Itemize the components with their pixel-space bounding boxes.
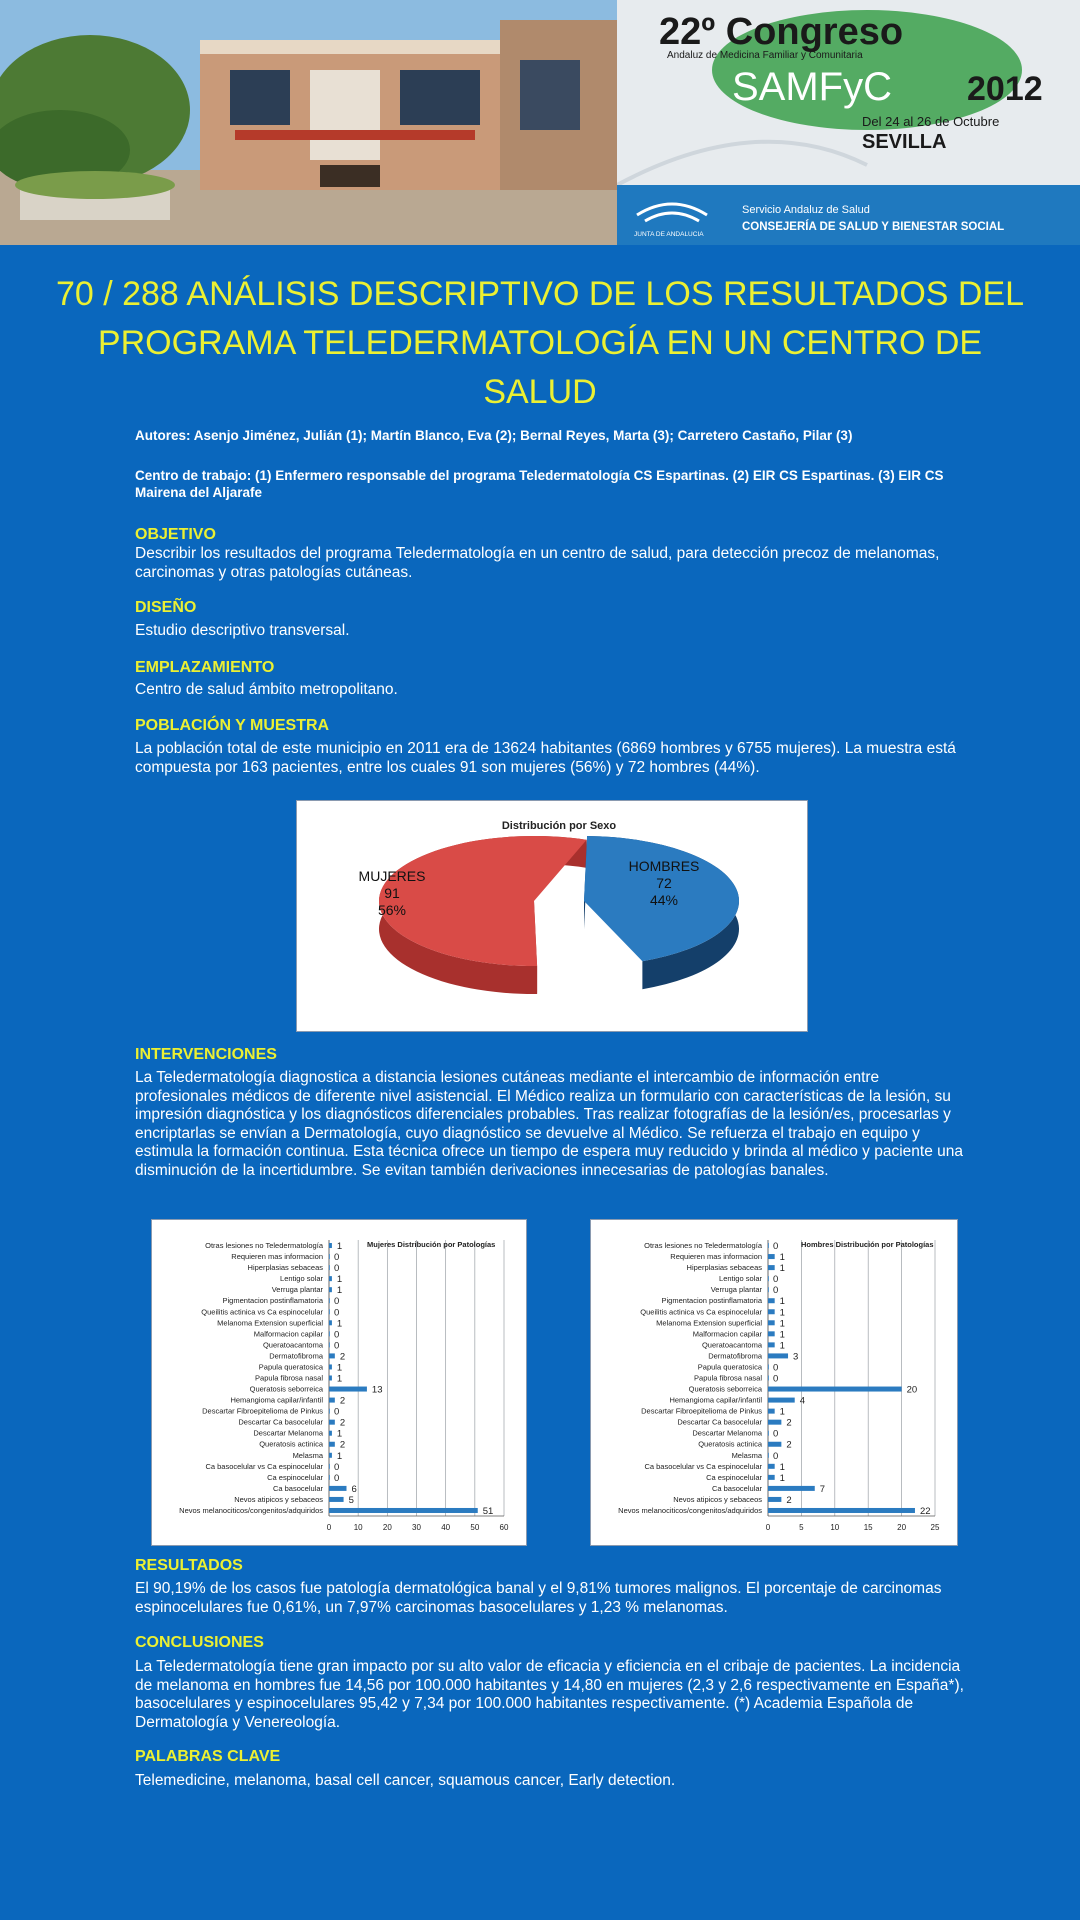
bar-value-label: 1 xyxy=(336,1285,343,1297)
bar-value-label: 1 xyxy=(779,1263,785,1275)
category-label: Lentigo solar xyxy=(719,1274,762,1284)
bar xyxy=(768,1342,775,1347)
congress-subtitle: Andaluz de Medicina Familiar y Comunitaria xyxy=(667,50,863,61)
category-label: Requieren mas informacion xyxy=(231,1252,323,1262)
x-tick-label: 20 xyxy=(897,1523,907,1532)
bar-value-label: 0 xyxy=(334,1329,340,1341)
bar xyxy=(329,1364,332,1369)
bar xyxy=(768,1453,769,1458)
women-bar-svg xyxy=(152,1220,526,1545)
resultados-body: El 90,19% de los casos fue patología dermatológica banal y el 9,81% tumores malignos. El porcentaje de carcinomas espinocelulares fue 0,61%, un 7,97% carcinomas basocelulares y 1,23 % melanomas. xyxy=(135,1580,942,1616)
pie-value-hombres: 72 xyxy=(656,875,672,891)
category-label: Descartar Ca basocelular xyxy=(238,1417,323,1427)
category-label: Melasma xyxy=(731,1450,762,1460)
category-label: Nevos atipicos y sebaceos xyxy=(673,1494,762,1504)
emplazamiento-heading: EMPLAZAMIENTO xyxy=(135,659,275,676)
pie-chart-svg xyxy=(297,801,807,1031)
bar-value-label: 13 xyxy=(371,1384,383,1396)
poster-header xyxy=(0,0,1080,245)
bar xyxy=(329,1265,330,1270)
pie-label-mujeres: MUJERES xyxy=(358,868,426,884)
bar-value-label: 0 xyxy=(334,1472,340,1484)
category-label: Papula fibrosa nasal xyxy=(255,1373,323,1383)
category-label: Queilitis actinica vs Ca espinocelular xyxy=(201,1307,323,1317)
category-label: Ca basocelular vs Ca espinocelular xyxy=(205,1461,323,1471)
bar xyxy=(329,1276,332,1281)
bar xyxy=(768,1387,902,1392)
category-label: Hiperplasias sebaceas xyxy=(686,1263,762,1273)
intervenciones-body: La Teledermatología diagnostica a distancia lesiones cutáneas mediante el intercambio de información entre profesionales médicos de diferente nivel asistencial. El Médico realiza un formulario con características de la lesión, su impresión diagnóstica y los diagnósticos diferenciales probables. Tras realizar fotografías de la lesión/es, procesarlas y encriptarlas se envían a Dermatología, cuyo diagnóstico se devuelve al Médico. Se refuerza el trabajo en equipo y estimula la formación continua. Esta técnica ofrece un tiempo de espera muy reducido y brinda al médico y paciente una disminución de la incertidumbre. Se evitan también derivaciones innecesarias de patologías banales. xyxy=(135,1069,963,1179)
category-label: Queratosis seborreica xyxy=(249,1384,323,1394)
bar xyxy=(768,1486,815,1491)
bar-value-label: 1 xyxy=(779,1340,785,1352)
x-tick-label: 30 xyxy=(412,1523,421,1532)
bar xyxy=(329,1298,330,1303)
category-label: Queratoacantoma xyxy=(262,1340,323,1350)
bar xyxy=(329,1475,330,1480)
bar xyxy=(768,1353,788,1358)
category-label: Ca espinocelular xyxy=(267,1472,323,1482)
congress-year: 2012 xyxy=(967,70,1043,108)
category-label: Pigmentacion postinflamatoria xyxy=(661,1296,762,1306)
palabras-heading: PALABRAS CLAVE xyxy=(135,1748,281,1765)
emplazamiento-body: Centro de salud ámbito metropolitano. xyxy=(135,681,398,698)
x-tick-label: 10 xyxy=(353,1523,363,1532)
bar xyxy=(768,1475,775,1480)
bar xyxy=(768,1442,781,1447)
bar-value-label: 1 xyxy=(779,1296,785,1308)
category-label: Papula queratosica xyxy=(697,1362,762,1372)
bar-value-label: 0 xyxy=(334,1461,340,1473)
bar-value-label: 0 xyxy=(773,1450,779,1462)
bar-value-label: 0 xyxy=(334,1340,340,1352)
bar xyxy=(329,1353,335,1358)
category-label: Papula queratosica xyxy=(258,1362,323,1372)
bar-value-label: 22 xyxy=(919,1505,931,1517)
bar xyxy=(329,1420,335,1425)
category-label: Melanoma Extension superficial xyxy=(656,1318,762,1328)
category-label: Malformacion capilar xyxy=(253,1329,323,1339)
category-label: Pigmentacion postinflamatoria xyxy=(222,1296,323,1306)
building-image xyxy=(0,0,617,245)
bar-value-label: 2 xyxy=(339,1351,346,1363)
bar-value-label: 1 xyxy=(336,1318,343,1330)
bar xyxy=(768,1431,769,1436)
objetivo-heading: OBJETIVO xyxy=(135,526,216,543)
category-label: Nevos melanociticos/congenitos/adquiridos xyxy=(179,1505,323,1515)
category-label: Ca basocelular xyxy=(272,1483,323,1493)
bar-value-label: 1 xyxy=(779,1461,785,1473)
conclusiones-heading: CONCLUSIONES xyxy=(135,1634,264,1651)
congress-title: 22º Congreso xyxy=(659,11,904,53)
x-tick-label: 20 xyxy=(382,1523,392,1532)
bar-value-label: 0 xyxy=(334,1406,340,1418)
category-label: Descartar Fibroepitelioma de Pinkus xyxy=(641,1406,762,1416)
pie-title: Distribución por Sexo xyxy=(501,820,617,832)
bar-value-label: 6 xyxy=(351,1483,357,1495)
x-tick-label: 0 xyxy=(326,1523,332,1532)
health-center-photo xyxy=(0,0,617,245)
bar xyxy=(329,1398,335,1403)
x-tick-label: 5 xyxy=(799,1523,804,1532)
objetivo-body: Describir los resultados del programa Teledermatología en un centro de salud, para detección precoz de melanomas, carcinomas y otras patologías cutáneas. xyxy=(135,545,940,581)
poster-title: 70 / 288 ANÁLISIS DESCRIPTIVO DE LOS RESULTADOS DEL PROGRAMA TELEDERMATOLOGÍA EN UN CENTRO DE SALUD xyxy=(55,275,1025,411)
category-label: Hiperplasias sebaceas xyxy=(247,1263,323,1273)
bar-value-label: 5 xyxy=(348,1494,354,1506)
intervenciones-heading: INTERVENCIONES xyxy=(135,1046,277,1063)
bar-value-label: 1 xyxy=(336,1241,343,1253)
bar-value-label: 1 xyxy=(779,1329,785,1341)
bar xyxy=(768,1276,769,1281)
pie-percent-mujeres: 56% xyxy=(377,902,407,918)
bar-value-label: 1 xyxy=(336,1274,343,1286)
bar-value-label: 0 xyxy=(334,1296,340,1308)
bar xyxy=(768,1420,781,1425)
workplace: Centro de trabajo: (1) Enfermero responsable del programa Teledermatología CS Espartinas. (2) EIR CS Espartinas. (3) EIR CS Mairena del Aljarafe xyxy=(135,468,944,500)
category-label: Otras lesiones no Teledermatología xyxy=(205,1241,323,1251)
bar xyxy=(329,1243,332,1248)
diseno-body: Estudio descriptivo transversal. xyxy=(135,622,350,639)
bar-value-label: 4 xyxy=(799,1395,806,1407)
bar-value-label: 2 xyxy=(786,1439,792,1451)
congress-dates: Del 24 al 26 de Octubre xyxy=(862,114,1000,129)
diseno-heading: DISEÑO xyxy=(135,599,197,616)
x-tick-label: 10 xyxy=(830,1523,840,1532)
category-label: Dermatofibroma xyxy=(269,1351,323,1361)
bar xyxy=(768,1265,775,1270)
pie-percent-hombres: 44% xyxy=(649,892,679,908)
bar xyxy=(768,1331,775,1336)
bar-value-label: 1 xyxy=(779,1307,785,1319)
category-label: Verruga plantar xyxy=(710,1285,762,1295)
pie-value-mujeres: 91 xyxy=(384,885,400,901)
women-pathology-chart xyxy=(151,1219,527,1546)
pie-label-hombres: HOMBRES xyxy=(628,858,700,874)
sex-distribution-chart xyxy=(296,800,808,1032)
category-label: Descartar Ca basocelular xyxy=(677,1417,762,1427)
congress-banner xyxy=(617,0,1080,185)
bar xyxy=(329,1320,332,1325)
bar-value-label: 1 xyxy=(336,1450,343,1462)
bar xyxy=(768,1254,775,1259)
category-label: Queratosis actinica xyxy=(259,1439,323,1449)
bar-value-label: 0 xyxy=(334,1252,340,1264)
category-label: Papula fibrosa nasal xyxy=(694,1373,762,1383)
bar xyxy=(329,1431,332,1436)
bar xyxy=(329,1464,330,1469)
bar-value-label: 0 xyxy=(334,1263,340,1275)
bar xyxy=(329,1376,332,1381)
category-label: Queratoacantoma xyxy=(701,1340,762,1350)
category-label: Queratosis seborreica xyxy=(688,1384,762,1394)
men-bar-svg xyxy=(591,1220,957,1545)
category-label: Melasma xyxy=(292,1450,323,1460)
x-tick-label: 15 xyxy=(863,1523,873,1532)
category-label: Dermatofibroma xyxy=(708,1351,762,1361)
x-tick-label: 0 xyxy=(765,1523,771,1532)
category-label: Ca espinocelular xyxy=(706,1472,762,1482)
bar xyxy=(768,1508,915,1513)
category-label: Descartar Melanoma xyxy=(692,1428,762,1438)
bar-value-label: 0 xyxy=(773,1362,779,1374)
junta-label: JUNTA DE ANDALUCIA xyxy=(634,231,704,238)
men-pathology-chart xyxy=(590,1219,958,1546)
bar-value-label: 0 xyxy=(334,1307,340,1319)
bar xyxy=(768,1376,769,1381)
category-label: Otras lesiones no Teledermatología xyxy=(644,1241,762,1251)
bar xyxy=(329,1387,367,1392)
bar xyxy=(329,1309,330,1314)
bar-value-label: 0 xyxy=(773,1373,779,1385)
bar-value-label: 2 xyxy=(339,1439,346,1451)
bar xyxy=(768,1398,795,1403)
bar xyxy=(329,1508,478,1513)
category-label: Hemangioma capilar/infantil xyxy=(669,1395,762,1405)
resultados-heading: RESULTADOS xyxy=(135,1557,243,1574)
bar-value-label: 1 xyxy=(779,1406,785,1418)
bar-chart-title: Hombres Distribución por Patologías xyxy=(801,1240,934,1249)
bar-value-label: 2 xyxy=(339,1417,346,1429)
bar xyxy=(768,1320,775,1325)
category-label: Descartar Melanoma xyxy=(253,1428,323,1438)
x-tick-label: 40 xyxy=(441,1523,451,1532)
congress-brand: SAMFyC xyxy=(732,65,892,109)
bar xyxy=(768,1243,769,1248)
bar-value-label: 1 xyxy=(336,1428,343,1440)
category-label: Requieren mas informacion xyxy=(670,1252,762,1262)
service-line1: Servicio Andaluz de Salud xyxy=(742,204,870,216)
bar-value-label: 1 xyxy=(779,1252,785,1264)
bar-value-label: 2 xyxy=(786,1417,792,1429)
bar-value-label: 2 xyxy=(786,1494,792,1506)
bar-value-label: 1 xyxy=(779,1318,785,1330)
category-label: Queratosis actinica xyxy=(698,1439,762,1449)
bar xyxy=(329,1287,332,1292)
bar-value-label: 0 xyxy=(773,1274,779,1286)
bar xyxy=(768,1309,775,1314)
bar xyxy=(329,1342,330,1347)
category-label: Melanoma Extension superficial xyxy=(217,1318,323,1328)
palabras-body: Telemedicine, melanoma, basal cell cancer, squamous cancer, Early detection. xyxy=(135,1772,676,1789)
category-label: Nevos atipicos y sebaceos xyxy=(234,1494,323,1504)
category-label: Lentigo solar xyxy=(280,1274,323,1284)
bar-value-label: 0 xyxy=(773,1241,779,1253)
category-label: Malformacion capilar xyxy=(692,1329,762,1339)
bar xyxy=(768,1409,775,1414)
bar-value-label: 3 xyxy=(793,1351,799,1363)
bar-value-label: 1 xyxy=(336,1362,343,1374)
bar-value-label: 2 xyxy=(339,1395,346,1407)
bar-value-label: 51 xyxy=(482,1505,494,1517)
bar xyxy=(768,1364,769,1369)
bar-value-label: 1 xyxy=(779,1472,785,1484)
x-tick-label: 25 xyxy=(930,1523,940,1532)
category-label: Ca basocelular xyxy=(711,1483,762,1493)
bar-value-label: 20 xyxy=(906,1384,918,1396)
authors: Autores: Asenjo Jiménez, Julián (1); Martín Blanco, Eva (2); Bernal Reyes, Marta (3); Carretero Castaño, Pilar (3) xyxy=(135,428,853,443)
junta-banner xyxy=(617,185,1080,245)
poblacion-heading: POBLACIÓN Y MUESTRA xyxy=(135,717,330,734)
poblacion-body: La población total de este municipio en 2011 era de 13624 habitantes (6869 hombres y 6755 mujeres). La muestra está compuesta por 163 pacientes, entre los cuales 91 son mujeres (56%) y 72 hombres (44%). xyxy=(135,740,956,776)
bar xyxy=(329,1453,332,1458)
x-tick-label: 60 xyxy=(499,1523,509,1532)
bar-value-label: 7 xyxy=(819,1483,826,1495)
bar xyxy=(768,1287,769,1292)
bar xyxy=(768,1464,775,1469)
bar-chart-title: Mujeres Distribución por Patologías xyxy=(367,1240,496,1249)
congress-city: SEVILLA xyxy=(862,131,947,153)
service-line2: CONSEJERÍA DE SALUD Y BIENESTAR SOCIAL xyxy=(742,221,1005,233)
x-tick-label: 50 xyxy=(470,1523,480,1532)
bar xyxy=(329,1497,344,1502)
category-label: Queilitis actinica vs Ca espinocelular xyxy=(640,1307,762,1317)
bar-value-label: 0 xyxy=(773,1285,779,1297)
bar xyxy=(329,1486,347,1491)
category-label: Ca basocelular vs Ca espinocelular xyxy=(644,1461,762,1471)
bar xyxy=(768,1497,781,1502)
bar xyxy=(329,1254,330,1259)
bar-value-label: 0 xyxy=(773,1428,779,1440)
category-label: Verruga plantar xyxy=(271,1285,323,1295)
junta-logo xyxy=(617,185,1080,245)
bar-value-label: 1 xyxy=(336,1373,343,1385)
conclusiones-body: La Teledermatología tiene gran impacto por su alto valor de eficacia y eficiencia en el cribaje de pacientes. La incidencia de melanoma en hombres fue 14,56 por 100.000 habitantes y 14,80 en mujeres (2,3 y 2,6 respectivamente en España*), basocelulares y espinocelulares 95,42 y 7,34 por 100.000 habitantes respectivamente. (*) Academia Española de Dermatología y Venereología. xyxy=(135,1658,964,1731)
bar xyxy=(329,1442,335,1447)
category-label: Descartar Fibroepitelioma de Pinkus xyxy=(202,1406,323,1416)
bar xyxy=(329,1331,330,1336)
category-label: Hemangioma capilar/infantil xyxy=(230,1395,323,1405)
category-label: Nevos melanociticos/congenitos/adquiridos xyxy=(618,1505,762,1515)
congress-logo xyxy=(617,0,1080,185)
bar xyxy=(329,1409,330,1414)
bar xyxy=(768,1298,775,1303)
